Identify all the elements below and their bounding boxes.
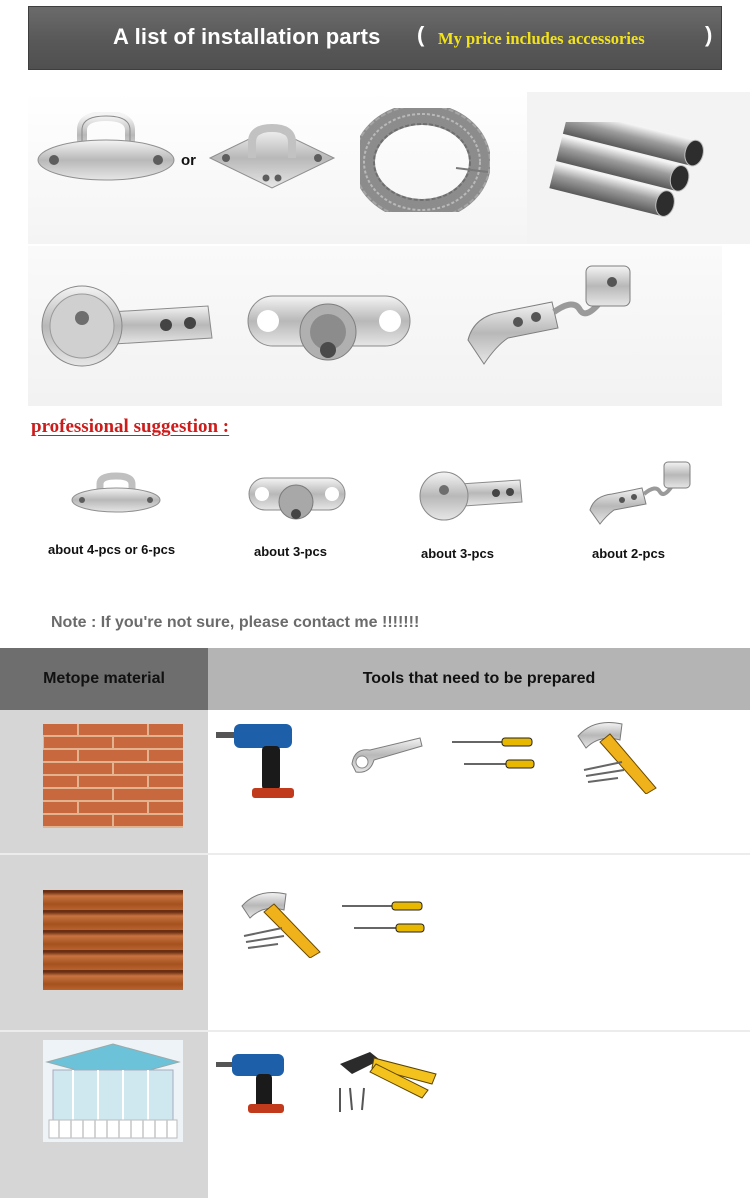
table-header-tools: Tools that need to be prepared — [208, 648, 750, 710]
suggestion-double-pulley-icon — [246, 474, 348, 524]
suggestion-label-single-pulley: about 3-pcs — [421, 546, 494, 561]
suggestion-single-pulley-icon — [416, 470, 524, 522]
page-title: A list of installation parts — [113, 24, 381, 49]
table-header-material: Metope material — [0, 648, 208, 710]
suggestion-pad-eye-icon — [70, 472, 162, 514]
suggestion-label-double-pulley: about 3-pcs — [254, 544, 327, 559]
screwdrivers-icon — [340, 898, 426, 938]
contact-note: Note : If you're not sure, please contact me !!!!!!! — [51, 614, 420, 631]
suggestion-tube-clamp-icon — [586, 456, 692, 528]
hammer-and-nails-icon — [236, 886, 324, 958]
row-divider — [0, 1030, 750, 1032]
suggestion-title: professional suggestion : — [31, 416, 230, 437]
diamond-pad-plate-icon — [206, 120, 338, 192]
suggestion-label-pad-eye: about 4-pcs or 6-pcs — [48, 542, 176, 557]
rivet-gun-icon — [330, 1044, 442, 1116]
brick-wall-image — [43, 724, 183, 828]
row-divider — [0, 853, 750, 855]
glass-sunroom-image — [43, 1040, 183, 1142]
hammer-and-nails-icon — [570, 716, 662, 794]
price-note: My price includes accessories — [438, 29, 645, 48]
suggestion-label-tube-clamp: about 2-pcs — [592, 546, 665, 561]
screwdrivers-icon — [450, 734, 536, 774]
single-pulley-icon — [36, 282, 216, 372]
materials-tools-table — [0, 648, 750, 1198]
wire-rope-coil-icon — [360, 108, 490, 212]
pad-eye-plate-icon — [36, 112, 176, 184]
paren-open: ( — [417, 22, 425, 47]
wrench-icon — [346, 732, 426, 778]
double-pulley-icon — [244, 292, 414, 364]
wood-wall-image — [43, 890, 183, 990]
electric-drill-icon — [214, 1046, 300, 1116]
tube-clamp-icon — [462, 254, 638, 370]
or-label: or — [181, 152, 196, 169]
electric-drill-icon — [212, 712, 310, 802]
header-banner — [28, 6, 722, 70]
paren-close: ) — [705, 22, 713, 47]
steel-tubes-icon — [545, 122, 705, 226]
